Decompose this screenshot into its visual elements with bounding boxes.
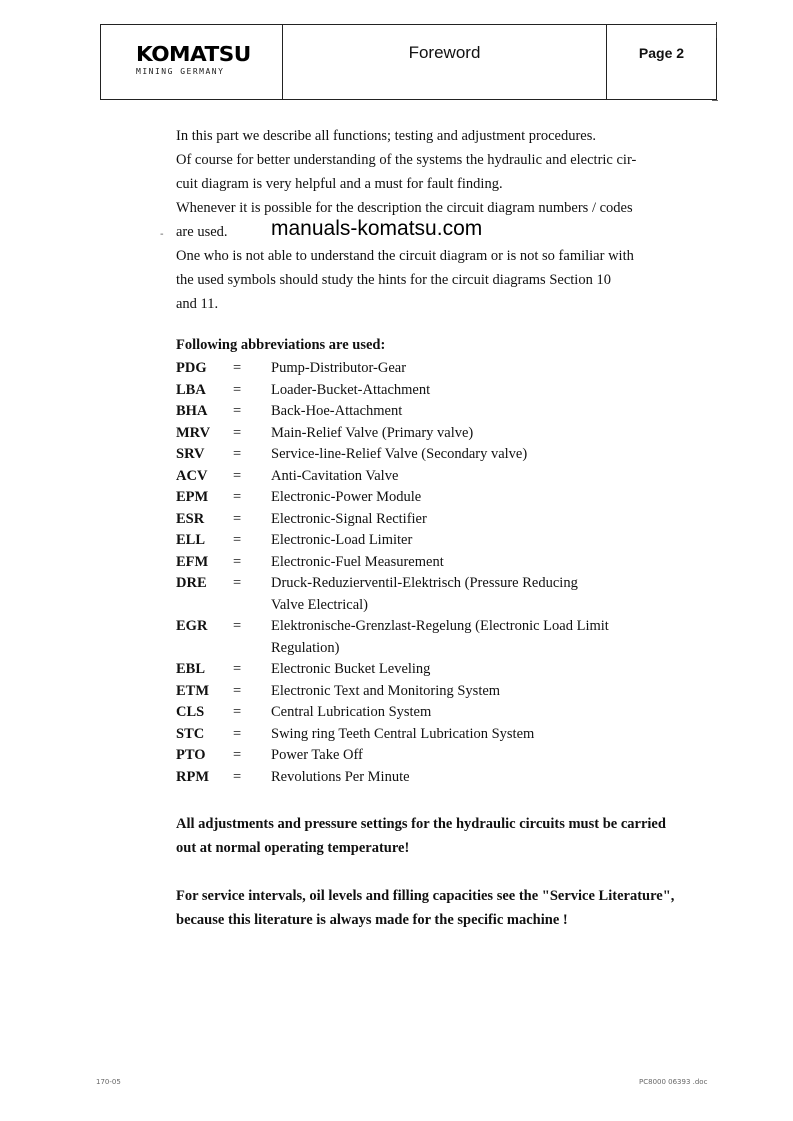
equals-sign: =: [233, 381, 242, 398]
abbreviation-description: Back-Hoe-Attachment: [271, 403, 403, 419]
abbreviation-code: RPM: [176, 768, 210, 785]
abbreviation-row: [176, 616, 696, 638]
equals-sign: =: [233, 661, 242, 677]
equals-sign: =: [233, 682, 242, 699]
footer-filename: PC8000 06393 .doc: [639, 1078, 708, 1086]
abbreviation-code: [176, 638, 233, 660]
abbreviation-row: [176, 509, 696, 531]
abbreviation-row: [176, 401, 696, 423]
abbreviation-code: ACV: [176, 467, 208, 484]
abbreviation-row: [176, 638, 696, 660]
equals-sign: =: [233, 467, 242, 484]
abbreviation-code: DRE: [176, 575, 207, 591]
abbreviation-description: Electronic Text and Monitoring System: [271, 682, 501, 699]
abbreviation-description: Electronic Bucket Leveling: [271, 661, 431, 677]
abbreviation-row: [176, 681, 696, 703]
abbreviation-row: [176, 487, 696, 509]
abbreviation-code: ESR: [176, 510, 205, 527]
logo-cell: [101, 25, 283, 99]
intro-line: Whenever it is possible for the description the circuit diagram numbers / codes: [176, 200, 633, 216]
equals-sign: =: [233, 575, 242, 591]
abbreviation-row: [176, 466, 696, 488]
footer-code: 170-05: [96, 1078, 121, 1086]
title-cell: [283, 25, 607, 99]
edge-mark: [716, 22, 717, 38]
abbreviation-row: [176, 380, 696, 402]
equals-sign: =: [233, 553, 242, 570]
abbreviation-code: EBL: [176, 661, 206, 677]
abbreviation-description: Revolutions Per Minute: [271, 768, 410, 785]
abbreviation-description: Druck-Reduzierventil-Elektrisch (Pressure Reducing: [271, 575, 578, 591]
abbreviations-heading: Following abbreviations are used:: [176, 337, 386, 353]
abbreviation-code: PDG: [176, 360, 207, 376]
abbreviation-description: Loader-Bucket-Attachment: [271, 381, 431, 398]
abbreviation-code: ETM: [176, 682, 210, 699]
abbreviation-description: Service-line-Relief Valve (Secondary valve): [271, 446, 528, 462]
equals-sign: =: [233, 704, 242, 720]
abbreviation-row: [176, 530, 696, 552]
abbreviation-code: ELL: [176, 532, 206, 548]
intro-line: are used.: [176, 224, 228, 240]
equals-sign: [233, 638, 271, 660]
abbreviation-description: Electronic-Power Module: [271, 489, 422, 505]
equals-sign: =: [233, 489, 242, 505]
margin-tick: -: [160, 229, 164, 240]
abbreviations-list: [176, 358, 696, 788]
abbreviation-row: [176, 724, 696, 746]
service-literature-note: For service intervals, oil levels and filling capacities see the "Service Literature", because this literature is always made for the specific machine !: [176, 888, 675, 928]
abbreviation-description: Electronic-Signal Rectifier: [271, 510, 427, 527]
abbreviation-code: BHA: [176, 403, 208, 419]
intro-line: cuit diagram is very helpful and a must for fault finding.: [176, 176, 503, 192]
abbreviation-row: [176, 444, 696, 466]
intro-line: the used symbols should study the hints for the circuit diagrams Section 10: [176, 272, 611, 288]
equals-sign: =: [233, 768, 242, 785]
abbreviation-code: EGR: [176, 618, 208, 634]
abbreviation-code: SRV: [176, 446, 205, 462]
intro-line: In this part we describe all functions; testing and adjustment procedures.: [176, 128, 596, 144]
abbreviation-code: PTO: [176, 747, 206, 763]
abbreviation-description: Central Lubrication System: [271, 704, 432, 720]
equals-sign: [233, 595, 271, 617]
intro-line: Of course for better understanding of the systems the hydraulic and electric cir-: [176, 152, 637, 168]
temperature-note: All adjustments and pressure settings for the hydraulic circuits must be carried out at normal operating temperature!: [176, 816, 666, 856]
abbreviation-row: [176, 423, 696, 445]
abbreviation-row: [176, 745, 696, 767]
abbreviation-description: Swing ring Teeth Central Lubrication System: [271, 725, 535, 742]
abbreviation-description: Pump-Distributor-Gear: [271, 360, 407, 376]
logo-subtitle: MINING GERMANY: [136, 67, 225, 76]
abbreviation-code: EFM: [176, 553, 209, 570]
watermark-text: manuals-komatsu.com: [268, 217, 485, 241]
abbreviation-row: [176, 767, 696, 789]
abbreviation-code: STC: [176, 725, 205, 742]
equals-sign: =: [233, 725, 242, 742]
page-title: Foreword: [408, 43, 481, 62]
equals-sign: =: [233, 403, 242, 419]
equals-sign: =: [233, 424, 242, 441]
abbreviation-code: EPM: [176, 489, 209, 505]
intro-line: and 11.: [176, 296, 219, 312]
abbreviation-row: [176, 358, 696, 380]
abbreviation-description: Elektronische-Grenzlast-Regelung (Electronic Load Limit: [271, 618, 609, 634]
intro-line: One who is not able to understand the circuit diagram or is not so familiar with: [176, 248, 634, 264]
equals-sign: =: [233, 510, 242, 527]
abbreviation-description: Electronic-Load Limiter: [271, 532, 413, 548]
equals-sign: =: [233, 618, 242, 634]
abbreviation-row: [176, 552, 696, 574]
abbreviation-description: Regulation): [271, 639, 340, 656]
abbreviation-description: Valve Electrical): [271, 596, 369, 613]
equals-sign: =: [233, 747, 242, 763]
equals-sign: =: [233, 360, 242, 376]
abbreviation-description: Main-Relief Valve (Primary valve): [271, 424, 474, 441]
abbreviation-row: [176, 595, 696, 617]
equals-sign: =: [233, 446, 242, 462]
abbreviation-description: Electronic-Fuel Measurement: [271, 553, 444, 570]
abbreviation-code: CLS: [176, 704, 205, 720]
abbreviation-row: [176, 659, 696, 681]
abbreviation-row: [176, 702, 696, 724]
equals-sign: =: [233, 532, 242, 548]
page-number-cell: [607, 25, 716, 99]
abbreviation-row: [176, 573, 696, 595]
page-number: Page 2: [638, 45, 685, 61]
abbreviation-code: [176, 595, 233, 617]
abbreviation-code: MRV: [176, 424, 211, 441]
page-header: [100, 24, 717, 100]
edge-mark: [712, 100, 718, 101]
abbreviation-description: Power Take Off: [271, 747, 363, 763]
company-logo: KOMATSU: [136, 42, 251, 66]
abbreviation-description: Anti-Cavitation Valve: [271, 467, 399, 484]
abbreviation-code: LBA: [176, 381, 206, 398]
